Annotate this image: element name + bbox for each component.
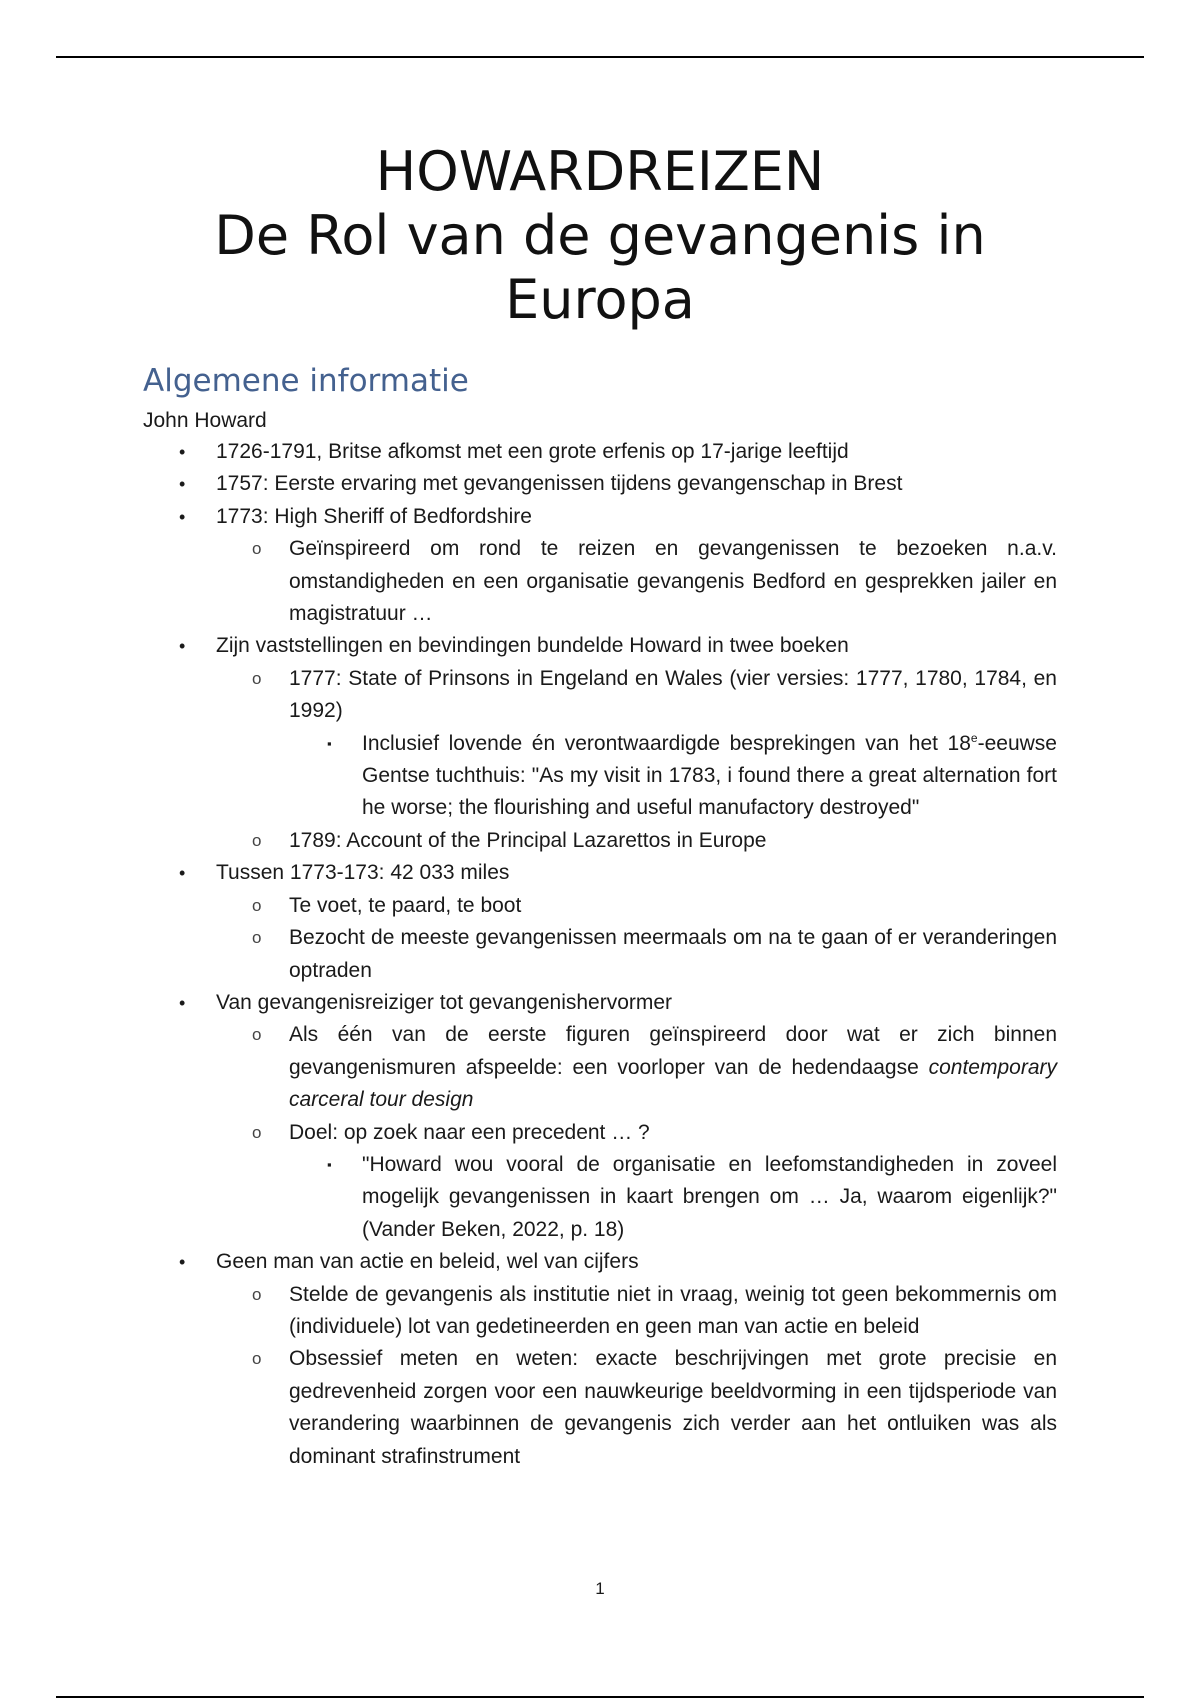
list-item: • 1757: Eerste ervaring met gevangenissen tijdens gevangenschap in Brest xyxy=(143,468,1057,500)
section-heading: Algemene informatie xyxy=(143,363,469,399)
square-marker: ▪ xyxy=(327,1156,332,1172)
sub-list-item: o Stelde de gevangenis als institutie niet in vraag, weinig tot geen bekommernis om (individuele) lot van gedetineerden en geen man van actie en beleid xyxy=(216,1279,1057,1344)
circle-marker: o xyxy=(252,1349,262,1369)
sub-sub-list xyxy=(289,1149,1057,1246)
document-title xyxy=(0,140,1200,332)
circle-marker: o xyxy=(252,1284,262,1304)
sub-list-item: o 1777: State of Prinsons in Engeland en Wales (vier versies: 1777, 1780, 1784, en 1992) ▪ Inclusief lovende én verontwaardigde besprekingen van het 18e-eeuwse Gentse tuchthuis: "As my visit in 1783, i found there a great alternation fort he worse; the flourishing and useful manufactory destroyed" xyxy=(216,663,1057,825)
title-line-3: Europa xyxy=(505,268,695,331)
section-subheading: John Howard xyxy=(143,409,267,432)
sub-sub-list xyxy=(289,728,1057,825)
title-line-2: De Rol van de gevangenis in xyxy=(214,204,986,267)
sub-sub-list-item: ▪ "Howard wou vooral de organisatie en leefomstandigheden in zoveel mogelijk gevangenissen in kaart brengen om … Ja, waarom eigenlijk?" (Vander Beken, 2022, p. 18) xyxy=(289,1149,1057,1246)
list-item: • 1726-1791, Britse afkomst met een grote erfenis op 17-jarige leeftijd xyxy=(143,436,1057,468)
sub-list-item: o Als één van de eerste figuren geïnspireerd door wat er zich binnen gevangenismuren afspeelde: een voorloper van de hedendaagse contemporary carceral tour design xyxy=(216,1019,1057,1116)
page-number: 1 xyxy=(595,1579,605,1598)
sub-list xyxy=(216,533,1057,630)
circle-marker: o xyxy=(252,928,262,948)
sub-list xyxy=(216,890,1057,987)
bullet-marker: • xyxy=(179,636,186,657)
sub-list-item: o 1789: Account of the Principal Lazarettos in Europe xyxy=(216,825,1057,857)
superscript: e xyxy=(970,730,978,745)
bullet-list xyxy=(143,436,1057,1473)
list-item: • Geen man van actie en beleid, wel van cijfers o Stelde de gevangenis als institutie niet in vraag, weinig tot geen bekommernis om (individuele) lot van gedetineerden en geen man van actie en beleid o Obsessief meten en weten: exacte beschrijvingen met grote precisie en gedrevenheid zorgen voor een nauwkeurige beeldvorming in een tijdsperiode van verandering waarbinnen de gevangenis zich verder aan het ontluiken was als dominant strafinstrument xyxy=(143,1246,1057,1473)
list-item: • Zijn vaststellingen en bevindingen bundelde Howard in twee boeken o 1777: State of Prinsons in Engeland en Wales (vier versies: 1777, 1780, 1784, en 1992) ▪ Inclusief lovende én verontwaardigde besprekingen van het 18e-eeuwse Gentse tuchthuis: "As my visit in 1783, i found there a great alternation fort he worse; the flourishing and useful manufactory destroyed" o 1789: Account of the Principal Lazarettos in Europe xyxy=(143,630,1057,857)
circle-marker: o xyxy=(252,895,262,915)
circle-marker: o xyxy=(252,830,262,850)
sub-sub-list-item: ▪ Inclusief lovende én verontwaardigde besprekingen van het 18e-eeuwse Gentse tuchthuis: "As my visit in 1783, i found there a great alternation fort he worse; the flourishing and useful manufactory destroyed" xyxy=(289,728,1057,825)
circle-marker: o xyxy=(252,1122,262,1142)
bullet-marker: • xyxy=(179,506,186,527)
list-item: • Tussen 1773-173: 42 033 miles o Te voet, te paard, te boot o Bezocht de meeste gevangenissen meermaals om na te gaan of er veranderingen optraden xyxy=(143,857,1057,987)
bottom-rule xyxy=(56,1696,1144,1698)
sub-list xyxy=(216,1279,1057,1473)
bullet-marker: • xyxy=(179,863,186,884)
circle-marker: o xyxy=(252,539,262,559)
circle-marker: o xyxy=(252,668,262,688)
sub-list-item: o Geïnspireerd om rond te reizen en gevangenissen te bezoeken n.a.v. omstandigheden en een organisatie gevangenis Bedford en gesprekken jailer en magistratuur … xyxy=(216,533,1057,630)
document-body xyxy=(143,436,1057,1473)
top-rule xyxy=(56,56,1144,58)
sub-list-item: o Doel: op zoek naar een precedent … ? ▪ "Howard wou vooral de organisatie en leefomstandigheden in zoveel mogelijk gevangenissen in kaart brengen om … Ja, waarom eigenlijk?" (Vander Beken, 2022, p. 18) xyxy=(216,1117,1057,1247)
list-item: • 1773: High Sheriff of Bedfordshire o Geïnspireerd om rond te reizen en gevangenissen te bezoeken n.a.v. omstandigheden en een organisatie gevangenis Bedford en gesprekken jailer en magistratuur … xyxy=(143,501,1057,631)
circle-marker: o xyxy=(252,1025,262,1045)
bullet-marker: • xyxy=(179,474,186,495)
sub-list xyxy=(216,1019,1057,1246)
sub-list-item: o Bezocht de meeste gevangenissen meermaals om na te gaan of er veranderingen optraden xyxy=(216,922,1057,987)
bullet-marker: • xyxy=(179,992,186,1013)
emphasis-text: contemporary carceral tour design xyxy=(289,1055,1057,1112)
list-item: • Van gevangenisreiziger tot gevangenishervormer o Als één van de eerste figuren geïnspireerd door wat er zich binnen gevangenismuren afspeelde: een voorloper van de hedendaagse contemporary carceral tour design o Doel: op zoek naar een precedent … ? ▪ "Howard wou vooral de organisatie en leefomstandigheden in zoveel mogelijk gevangenissen in kaart brengen om … Ja, waarom eigenlijk?" (Vander Beken, 2022, p. 18) xyxy=(143,987,1057,1246)
square-marker: ▪ xyxy=(327,735,332,751)
sub-list xyxy=(216,663,1057,857)
sub-list-item: o Te voet, te paard, te boot xyxy=(216,890,1057,922)
sub-list-item: o Obsessief meten en weten: exacte beschrijvingen met grote precisie en gedrevenheid zorgen voor een nauwkeurige beeldvorming in een tijdsperiode van verandering waarbinnen de gevangenis zich verder aan het ontluiken was als dominant strafinstrument xyxy=(216,1343,1057,1473)
bullet-marker: • xyxy=(179,1252,186,1273)
title-line-1: HOWARDREIZEN xyxy=(375,140,825,203)
bullet-marker: • xyxy=(179,442,186,462)
